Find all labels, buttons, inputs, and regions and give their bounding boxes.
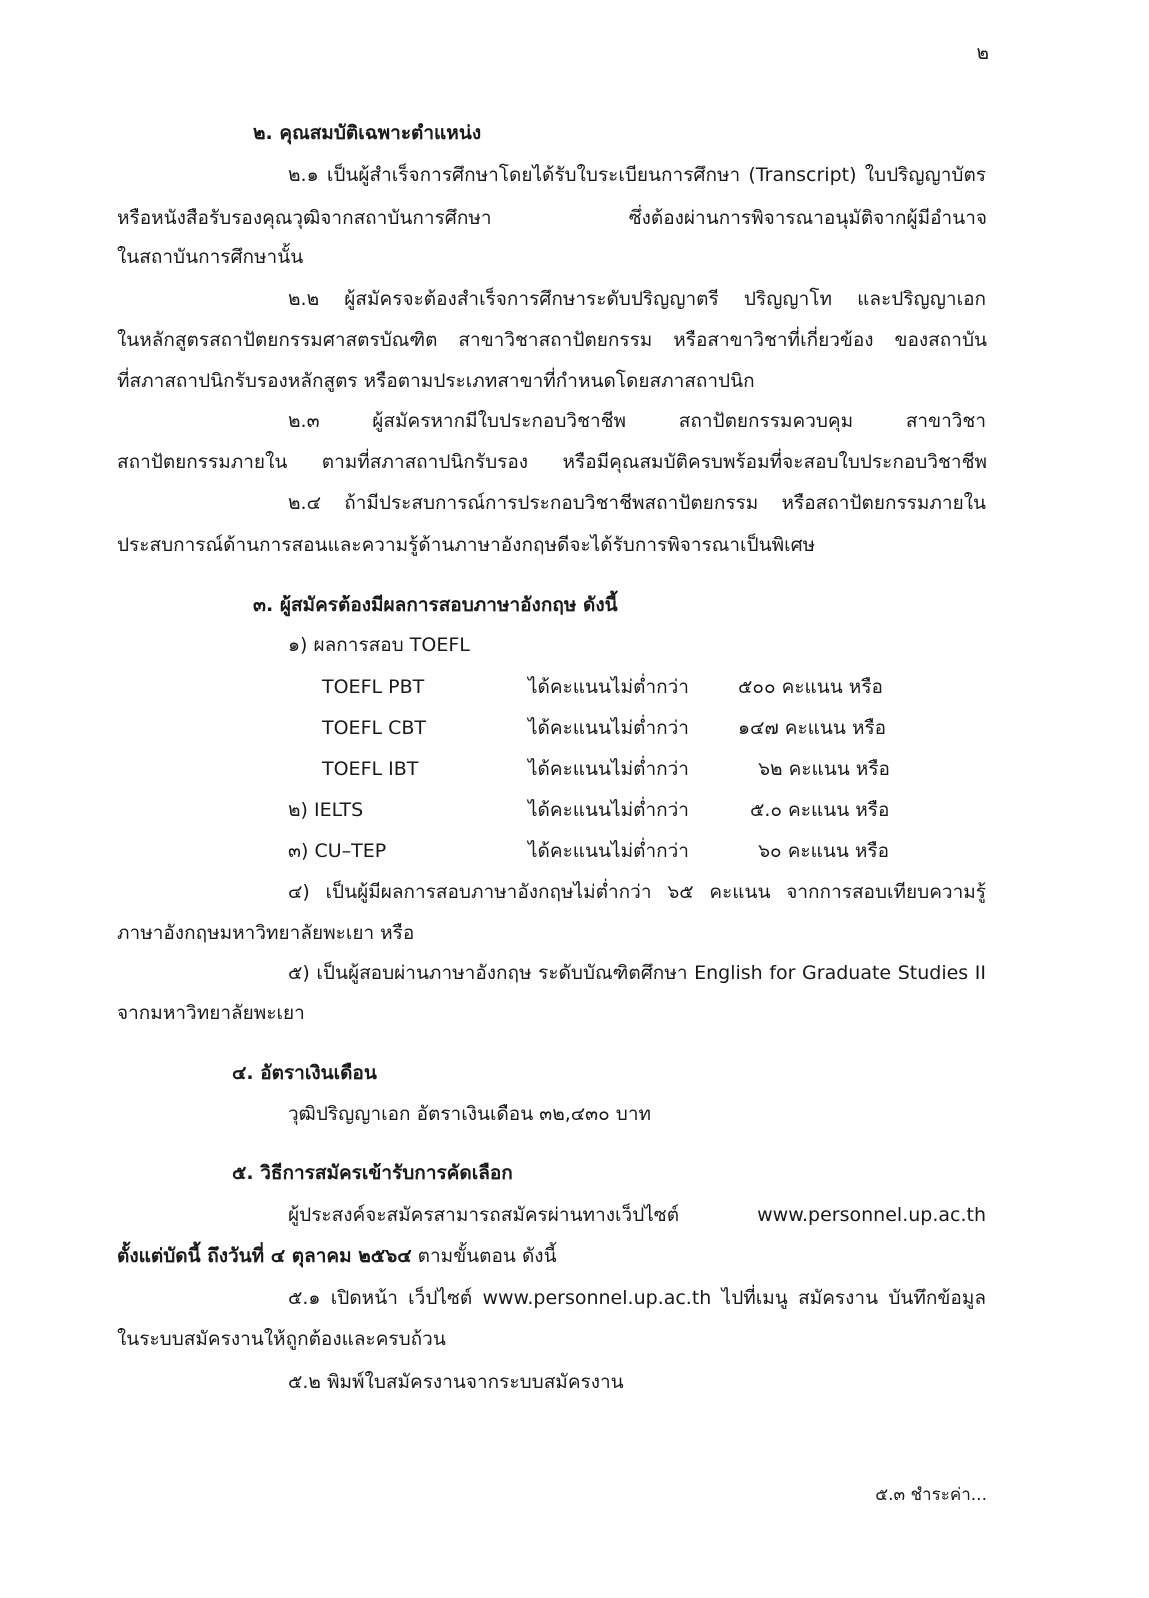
salary-text: วุฒิปริญญาเอก อัตราเงินเดือน ๓๒,๔๓๐ บาท (288, 1103, 652, 1125)
score-row-test: TOEFL CBT (322, 717, 427, 739)
score-row-test: TOEFL PBT (322, 676, 425, 698)
section2-p2-line2: ในหลักสูตรสถาปัตยกรรมศาสตรบัณฑิต สาขาวิชาสถาปัตยกรรม หรือสาขาวิชาที่เกี่ยวข้อง ของสถาบัน (117, 329, 987, 351)
deadline-text: ตั้งแต่บัดนี้ ถึงวันที่ ๔ ตุลาคม ๒๕๖๔ (117, 1245, 412, 1267)
section5-p1-line1: ผู้ประสงค์จะสมัครสามารถสมัครผ่านทางเว็ปไซต์ www.personnel.up.ac.th (288, 1204, 986, 1226)
section3-heading: ๓. ผู้สมัครต้องมีผลการสอบภาษาอังกฤษ ดังนี้ (253, 594, 618, 616)
item5-line1: ๕) เป็นผู้สอบผ่านภาษาอังกฤษ ระดับบัณฑิตศึกษา English for Graduate Studies II (288, 962, 986, 984)
section5-p1-line2 (117, 1241, 557, 1271)
section2-p2-line3: ที่สภาสถาปนิกรับรองหลักสูตร หรือตามประเภทสาขาที่กำหนดโดยสภาสถาปนิก (117, 370, 755, 392)
section2-heading: ๒. คุณสมบัติเฉพาะตำแหน่ง (253, 122, 482, 144)
item4-line2: ภาษาอังกฤษมหาวิทยาลัยพะเยา หรือ (117, 922, 415, 944)
score-row-score: ๑๔๗ คะแนน หรือ (738, 717, 887, 739)
section2-p1-line2: หรือหนังสือรับรองคุณวุฒิจากสถาบันการศึกษา ซึ่งต้องผ่านการพิจารณาอนุมัติจากผู้มีอำนาจ (117, 207, 987, 229)
section2-p2-line1: ๒.๒ ผู้สมัครจะต้องสำเร็จการศึกษาระดับปริญญาตรี ปริญญาโท และปริญญาเอก (288, 288, 986, 310)
score-row-test: ๒) IELTS (288, 799, 364, 821)
score-row-condition: ได้คะแนนไม่ต่ำกว่า (528, 758, 689, 780)
step2-line1: ๕.๒ พิมพ์ใบสมัครงานจากระบบสมัครงาน (288, 1371, 624, 1393)
item5-line2: จากมหาวิทยาลัยพะเยา (117, 1002, 305, 1024)
score-row-condition: ได้คะแนนไม่ต่ำกว่า (528, 676, 689, 698)
score-row-condition: ได้คะแนนไม่ต่ำกว่า (528, 717, 689, 739)
score-row-score: ๖๒ คะแนน หรือ (758, 758, 890, 780)
section2-p4-line1: ๒.๔ ถ้ามีประสบการณ์การประกอบวิชาชีพสถาปัตยกรรม หรือสถาปัตยกรรมภายใน (288, 492, 986, 514)
steps-intro: ตามขั้นตอน ดังนี้ (411, 1245, 557, 1267)
section2-p3-line1: ๒.๓ ผู้สมัครหากมีใบประกอบวิชาชีพ สถาปัตยกรรมควบคุม สาขาวิชา (288, 410, 986, 432)
score-row-test: TOEFL IBT (322, 758, 419, 780)
section2-p3-line2: สถาปัตยกรรมภายใน ตามที่สภาสถาปนิกรับรอง หรือมีคุณสมบัติครบพร้อมที่จะสอบใบประกอบวิชาชีพ (117, 451, 987, 473)
score-row-condition: ได้คะแนนไม่ต่ำกว่า (528, 840, 689, 862)
section2-p1-line1: ๒.๑ เป็นผู้สำเร็จการศึกษาโดยได้รับใบระเบียนการศึกษา (Transcript) ใบปริญญาบัตร (288, 164, 986, 186)
score-row-score: ๕๐๐ คะแนน หรือ (738, 676, 883, 698)
score-row-score: ๕.๐ คะแนน หรือ (750, 799, 890, 821)
section5-heading: ๕. วิธีการสมัครเข้ารับการคัดเลือก (232, 1162, 513, 1184)
step1-line1: ๕.๑ เปิดหน้า เว็ปไซต์ www.personnel.up.ac.th ไปที่เมนู สมัครงาน บันทึกข้อมูล (288, 1287, 986, 1309)
step1-line2: ในระบบสมัครงานให้ถูกต้องและครบถ้วน (117, 1328, 446, 1350)
score-row-score: ๖๐ คะแนน หรือ (758, 840, 890, 862)
page-number: ๒ (976, 42, 989, 64)
section2-p1-line3: ในสถาบันการศึกษานั้น (117, 246, 304, 268)
toefl-item: ๑) ผลการสอบ TOEFL (288, 634, 470, 656)
score-row-test: ๓) CU–TEP (288, 840, 387, 862)
section2-p4-line2: ประสบการณ์ด้านการสอนและความรู้ด้านภาษาอังกฤษดีจะได้รับการพิจารณาเป็นพิเศษ (117, 534, 816, 556)
section4-heading: ๔. อัตราเงินเดือน (232, 1062, 377, 1084)
item4-line1: ๔) เป็นผู้มีผลการสอบภาษาอังกฤษไม่ต่ำกว่า ๖๕ คะแนน จากการสอบเทียบความรู้ (288, 881, 986, 903)
continuation-footer: ๕.๓ ชำระค่า... (875, 1485, 987, 1505)
score-row-condition: ได้คะแนนไม่ต่ำกว่า (528, 799, 689, 821)
